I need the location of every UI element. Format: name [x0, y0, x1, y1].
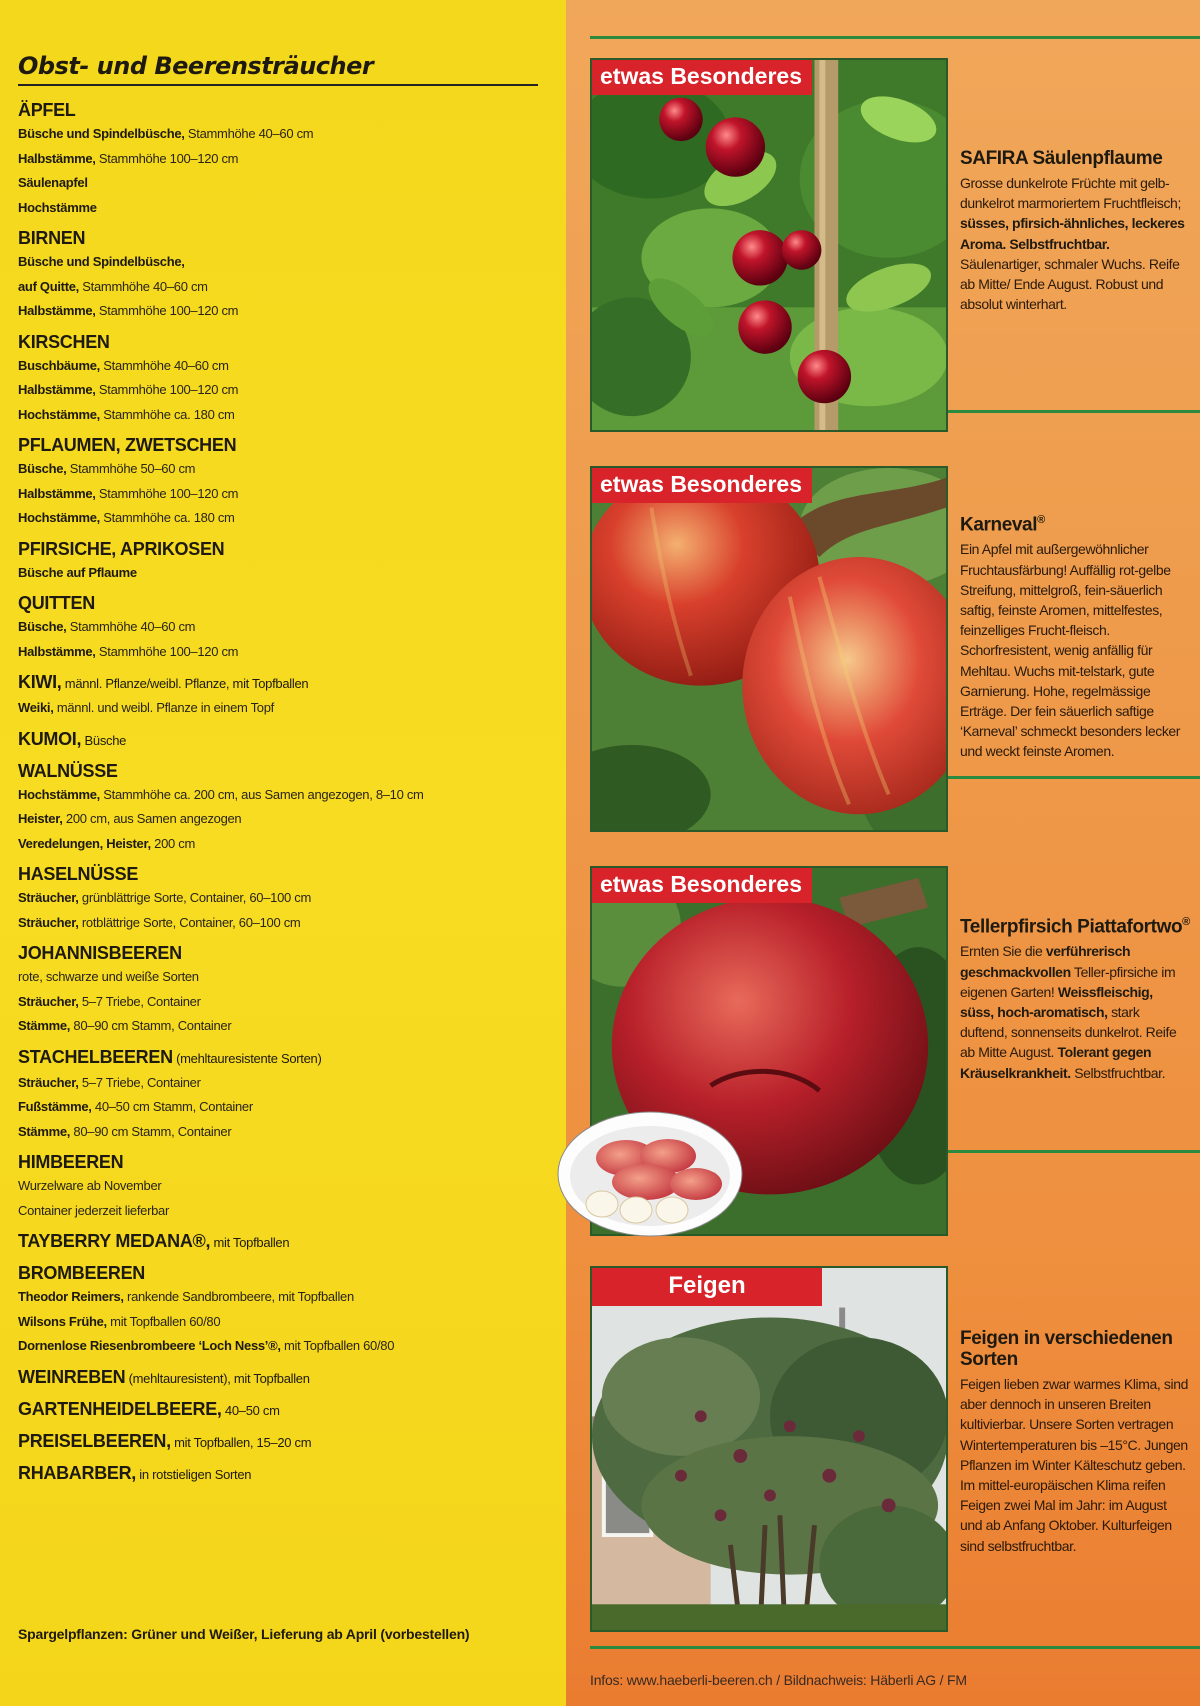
left-panel	[0, 0, 566, 1706]
line-label: Theodor Reimers,	[18, 1289, 124, 1304]
product-title-text: Karneval	[960, 514, 1038, 536]
body-highlight: süsses, pfirsich-ähnliches, leckeres Aroma. Selbstfruchtbar.	[960, 215, 1185, 252]
line-detail: 200 cm, aus Samen angezogen	[62, 811, 242, 826]
category-line	[18, 275, 558, 300]
line-detail: 5–7 Triebe, Container	[78, 1074, 201, 1090]
category-line	[18, 615, 558, 640]
catalog-category	[18, 670, 558, 721]
product-desc-tellerpfirsich	[960, 912, 1190, 1083]
line-detail: Stammhöhe 100–120 cm	[95, 643, 239, 659]
line-detail: Stammhöhe 40–60 cm	[184, 126, 314, 141]
catalog-category	[18, 1045, 558, 1145]
category-name: JOHANNISBEEREN	[18, 943, 182, 963]
catalog-category	[18, 1365, 558, 1391]
special-badge: etwas Besonderes	[592, 468, 812, 503]
body-text: Feigen lieben zwar warmes Klima, sind aber dennoch in unseren Breiten kultivierbar. Unsere Sorten vertragen Wintertemperaturen bis –15°C. Jungen Pflanzen im Winter Kälteschutz geben. Im mittel-europäischen Klima reifen Feigen zwei Mal im Jahr: im August und ab Anfang Oktober. Kulturfeigen sind selbstfruchtbar.	[960, 1376, 1188, 1554]
category-heading	[18, 1229, 558, 1255]
category-line	[18, 911, 558, 936]
apple-image	[592, 468, 946, 830]
section-rule	[590, 36, 1200, 39]
line-label: Hochstämme,	[18, 510, 100, 525]
special-badge: etwas Besonderes	[592, 868, 812, 903]
category-name: ÄPFEL	[18, 100, 76, 120]
line-detail: 5–7 Triebe, Container	[78, 993, 201, 1009]
line-detail: mit Topfballen 60/80	[280, 1338, 395, 1353]
line-detail: Stammhöhe 100–120 cm	[95, 303, 239, 318]
category-line	[18, 122, 558, 147]
line-label: Halbstämme,	[18, 485, 96, 501]
line-label: Wilsons Frühe,	[18, 1313, 107, 1329]
fig-tree-image	[592, 1268, 946, 1630]
body-text: stark duftend, sonnenseits dunkelrot. Reife ab Mitte August.	[960, 1003, 1177, 1061]
line-label: Sträucher,	[18, 890, 79, 905]
category-line	[18, 783, 558, 808]
figs-badge: Feigen	[592, 1268, 822, 1306]
catalog-category	[18, 1261, 558, 1359]
body-highlight: verführerisch geschmackvollen	[960, 943, 1131, 980]
catalog-category	[18, 941, 558, 1039]
category-heading	[18, 1461, 558, 1487]
category-line	[18, 832, 558, 857]
line-label: Halbstämme,	[18, 643, 96, 659]
category-name: BIRNEN	[18, 228, 86, 248]
line-detail: mit Topfballen 60/80	[106, 1313, 221, 1329]
catalog-category	[18, 330, 558, 428]
body-highlight: Weissfleischig, süss, hoch-aromatisch,	[960, 983, 1153, 1020]
category-heading	[18, 537, 558, 561]
product-desc-safira	[960, 148, 1190, 314]
category-line	[18, 640, 558, 665]
line-label: Halbstämme,	[18, 150, 96, 166]
product-body	[960, 173, 1190, 314]
title-underline	[18, 84, 538, 86]
section-rule	[590, 1646, 1200, 1649]
line-label: Sträucher,	[18, 914, 79, 930]
category-name: TAYBERRY MEDANA®,	[18, 1231, 211, 1251]
category-line	[18, 1334, 558, 1359]
catalog-category	[18, 1429, 558, 1455]
category-name: QUITTEN	[18, 593, 95, 613]
product-body	[960, 1374, 1190, 1556]
category-heading	[18, 1429, 558, 1455]
line-label: Sträucher,	[18, 993, 79, 1009]
line-detail: rankende Sandbrombeere, mit Topfballen	[123, 1289, 354, 1304]
category-line	[18, 403, 558, 428]
line-detail: Wurzelware ab November	[18, 1178, 162, 1193]
category-line	[18, 457, 558, 482]
category-heading	[18, 727, 558, 753]
line-label: Fußstämme,	[18, 1099, 92, 1114]
line-detail: männl. und weibl. Pflanze in einem Topf	[53, 700, 274, 715]
line-detail: 40–50 cm Stamm, Container	[91, 1099, 253, 1114]
line-label: Halbstämme,	[18, 382, 96, 397]
product-desc-karneval	[960, 510, 1190, 762]
line-label: Büsche und Spindelbüsche,	[18, 126, 185, 141]
line-label: Dornenlose Riesenbrombeere ‘Loch Ness’®,	[18, 1338, 281, 1353]
line-detail: Stammhöhe 40–60 cm	[66, 619, 196, 634]
category-line	[18, 990, 558, 1015]
line-label: Hochstämme	[18, 199, 97, 215]
fig-photo	[590, 1266, 948, 1632]
line-label: Weiki,	[18, 700, 54, 715]
category-detail: männl. Pflanze/weibl. Pflanze, mit Topfballen	[61, 676, 309, 691]
line-label: Buschbäume,	[18, 357, 100, 373]
registered-mark: ®	[1037, 514, 1045, 526]
category-name: STACHELBEEREN	[18, 1046, 173, 1067]
line-detail: grünblättrige Sorte, Container, 60–100 cm	[78, 890, 311, 905]
category-name: WALNÜSSE	[18, 760, 118, 781]
product-title	[960, 912, 1190, 937]
line-detail: Stammhöhe ca. 200 cm, aus Samen angezogen, 8–10 cm	[99, 786, 424, 802]
product-body	[960, 539, 1190, 761]
category-line	[18, 1174, 558, 1199]
category-heading	[18, 862, 558, 886]
category-line	[18, 1014, 558, 1039]
catalog-category	[18, 98, 558, 220]
category-heading	[18, 98, 558, 122]
line-detail: Stammhöhe ca. 180 cm	[99, 406, 235, 422]
plum-tree-image	[592, 60, 946, 430]
line-label: Hochstämme,	[18, 406, 100, 422]
category-detail: in rotstieligen Sorten	[136, 1466, 252, 1482]
line-detail: Stammhöhe 50–60 cm	[66, 461, 196, 476]
category-detail: mit Topfballen, 15–20 cm	[170, 1434, 312, 1450]
category-detail: mit Topfballen	[210, 1235, 290, 1250]
category-name: BROMBEEREN	[18, 1263, 146, 1283]
body-highlight: Tolerant gegen Kräuselkrankheit.	[960, 1044, 1152, 1081]
product-body	[960, 941, 1190, 1082]
product-title-text: Tellerpfirsich Piattafortwo	[960, 916, 1183, 938]
category-name: PFLAUMEN, ZWETSCHEN	[18, 435, 237, 455]
peach-plate-inset	[556, 1110, 744, 1238]
body-text: Teller-pfirsiche im eigenen Garten!	[960, 963, 1176, 1000]
category-heading	[18, 226, 558, 250]
category-detail: (mehltauresistente Sorten)	[172, 1050, 322, 1066]
category-detail: (mehltauresistent), mit Topfballen	[125, 1370, 310, 1386]
category-name: GARTENHEIDELBEERE,	[18, 1398, 222, 1419]
line-detail: Stammhöhe 100–120 cm	[95, 382, 239, 397]
body-text: Ernten Sie die	[960, 943, 1046, 960]
product-catalog-list	[18, 98, 558, 1493]
category-name: PFIRSICHE, APRIKOSEN	[18, 538, 225, 559]
line-detail: rote, schwarze und weiße Sorten	[18, 969, 199, 984]
category-name: RHABARBER,	[18, 1462, 136, 1483]
category-line	[18, 1285, 558, 1310]
line-label: auf Quitte,	[18, 278, 79, 294]
category-heading	[18, 1150, 558, 1174]
special-badge: etwas Besonderes	[592, 60, 812, 95]
plum-photo	[590, 58, 948, 432]
line-label: Büsche,	[18, 619, 67, 634]
line-label: Stämme,	[18, 1018, 71, 1033]
catalog-category	[18, 226, 558, 324]
product-title	[960, 510, 1190, 535]
category-line	[18, 506, 558, 531]
category-name: WEINREBEN	[18, 1366, 126, 1387]
category-heading	[18, 433, 558, 457]
line-label: Säulenapfel	[18, 175, 88, 190]
catalog-category	[18, 862, 558, 935]
category-line	[18, 482, 558, 507]
category-line	[18, 147, 558, 172]
category-line	[18, 807, 558, 832]
category-detail: Büsche	[81, 732, 127, 748]
catalog-category	[18, 1397, 558, 1423]
apple-photo	[590, 466, 948, 832]
line-label: Sträucher,	[18, 1074, 79, 1090]
line-detail: Stammhöhe 40–60 cm	[99, 357, 229, 373]
line-detail: Container jederzeit lieferbar	[18, 1202, 169, 1218]
catalog-category	[18, 727, 558, 753]
category-line	[18, 965, 558, 990]
category-line	[18, 378, 558, 403]
category-detail: 40–50 cm	[221, 1402, 280, 1418]
product-title: Feigen in verschiedenen Sorten	[960, 1328, 1173, 1370]
catalog-category	[18, 537, 558, 586]
line-label: Büsche,	[18, 461, 67, 476]
body-text: Selbstfruchtbar.	[1070, 1064, 1166, 1081]
catalog-category	[18, 759, 558, 857]
line-label: Stämme,	[18, 1123, 71, 1139]
catalog-category	[18, 433, 558, 531]
category-heading	[18, 330, 558, 354]
line-label: Büsche auf Pflaume	[18, 564, 137, 580]
asparagus-note: Spargelpflanzen: Grüner und Weißer, Lieferung ab April (vorbestellen)	[18, 1626, 470, 1642]
line-label: Heister,	[18, 811, 63, 826]
category-line	[18, 561, 558, 586]
category-line	[18, 196, 558, 221]
category-name: KIWI,	[18, 672, 62, 692]
page-title: Obst- und Beerensträucher	[18, 52, 374, 80]
category-line	[18, 299, 558, 324]
category-heading	[18, 1045, 558, 1071]
category-heading	[18, 1261, 558, 1285]
category-heading	[18, 1397, 558, 1423]
category-heading	[18, 1365, 558, 1391]
product-desc-feigen	[960, 1328, 1190, 1556]
category-name: KUMOI,	[18, 728, 82, 749]
category-line	[18, 250, 558, 275]
line-label: Büsche und Spindelbüsche,	[18, 254, 185, 269]
category-line	[18, 354, 558, 379]
category-heading	[18, 941, 558, 965]
category-name: HASELNÜSSE	[18, 864, 139, 884]
body-text: Säulenartiger, schmaler Wuchs. Reife ab Mitte/ Ende August. Robust und absolut winterhart.	[960, 255, 1180, 313]
catalog-category	[18, 591, 558, 664]
line-detail: 200 cm	[150, 835, 196, 851]
category-line	[18, 1310, 558, 1335]
line-detail: Stammhöhe 100–120 cm	[95, 485, 239, 501]
category-heading	[18, 591, 558, 615]
body-text: Ein Apfel mit außergewöhnlicher Fruchtausfärbung! Auffällig rot-gelbe Streifung, mittelgroß, fein-säuerlich saftig, feinste Aromen, mittelfestes, feinzelliges Frucht-fleisch. Schorfresistent, wenig anfällig für Mehltau. Wuchs mit-telstark, gute Garnierung. Hohe, regelmässige Erträge. Der fein säuerlich saftige ‘Karneval’ schmeckt besonders lecker und weckt feinste Aromen.	[960, 541, 1181, 760]
line-detail: 80–90 cm Stamm, Container	[70, 1123, 232, 1139]
category-name: KIRSCHEN	[18, 331, 110, 352]
category-line	[18, 1071, 558, 1096]
line-detail: Stammhöhe 40–60 cm	[78, 278, 208, 294]
line-detail: Stammhöhe 100–120 cm	[95, 150, 239, 166]
category-heading	[18, 759, 558, 783]
category-name: HIMBEEREN	[18, 1152, 124, 1172]
registered-mark: ®	[1182, 916, 1190, 928]
line-label: Halbstämme,	[18, 303, 96, 318]
line-detail: rotblättrige Sorte, Container, 60–100 cm	[78, 914, 301, 930]
category-line	[18, 886, 558, 911]
line-detail: Stammhöhe ca. 180 cm	[99, 510, 235, 525]
catalog-category	[18, 1150, 558, 1223]
category-line	[18, 171, 558, 196]
product-title: SAFIRA Säulenpflaume	[960, 148, 1163, 169]
category-heading	[18, 670, 558, 696]
catalog-category	[18, 1461, 558, 1487]
category-line	[18, 1095, 558, 1120]
category-name: PREISELBEEREN,	[18, 1430, 171, 1451]
line-detail: 80–90 cm Stamm, Container	[70, 1018, 232, 1033]
category-line	[18, 1120, 558, 1145]
category-line	[18, 696, 558, 721]
catalog-category	[18, 1229, 558, 1255]
line-label: Hochstämme,	[18, 786, 100, 802]
category-line	[18, 1199, 558, 1224]
image-credits: Infos: www.haeberli-beeren.ch / Bildnachweis: Häberli AG / FM	[590, 1672, 967, 1688]
body-text: Grosse dunkelrote Früchte mit gelb-dunkelrot marmoriertem Fruchtfleisch;	[960, 175, 1181, 212]
line-label: Veredelungen, Heister,	[18, 835, 151, 851]
